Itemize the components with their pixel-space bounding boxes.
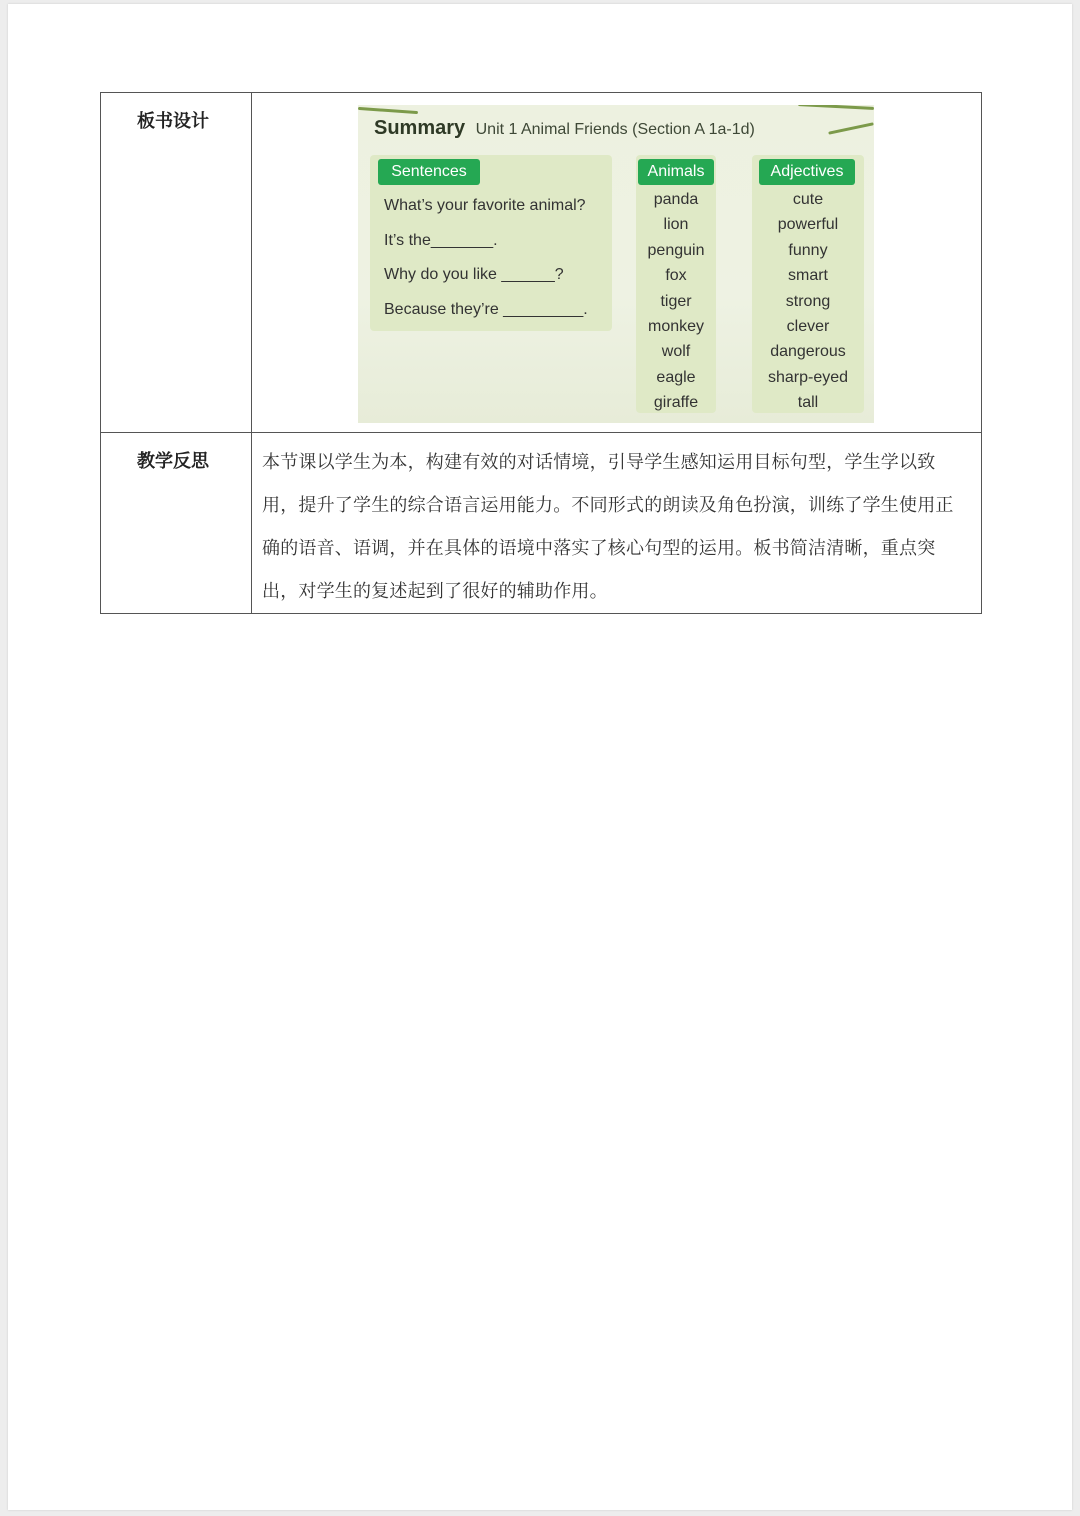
animal-word: fox (665, 267, 687, 285)
summary-board-image (358, 105, 874, 423)
board-title-sub: Unit 1 Animal Friends (Section A 1a-1d) (475, 121, 755, 138)
animal-word: wolf (661, 343, 691, 361)
adjectives-list (752, 187, 864, 416)
sentences-panel (370, 155, 612, 331)
animal-word: eagle (656, 368, 696, 386)
adjective-word: smart (788, 267, 828, 285)
animals-list (636, 187, 716, 416)
animal-word: penguin (647, 241, 705, 259)
leaf-decoration (798, 105, 874, 110)
leaf-decoration (358, 107, 418, 114)
board-design-row (101, 93, 982, 433)
teaching-reflection-text: 本节课以学生为本，构建有效的对话情境，引导学生感知运用目标句型，学生学以致用，提升了学生的综合语言运用能力。不同形式的朗读及角色扮演，训练了学生使用正确的语音、语调，并在具体的语境中落实了核心句型的运用。板书简洁清晰，重点突出，对学生的复述起到了很好的辅助作用。 (262, 452, 954, 602)
board-title (374, 117, 755, 140)
board-title-main: Summary (374, 117, 466, 139)
document-page (8, 4, 1072, 1510)
teaching-reflection-row (101, 433, 982, 614)
board-design-content-cell (252, 93, 982, 433)
teaching-reflection-content-cell (252, 433, 982, 614)
adjective-word: sharp-eyed (767, 368, 849, 386)
animal-word: tiger (660, 292, 692, 310)
sentences-tag: Sentences (378, 159, 480, 185)
adjective-word: clever (786, 317, 830, 335)
board-design-label-cell (101, 93, 252, 433)
adjective-word: powerful (777, 216, 839, 234)
animals-panel (636, 155, 716, 413)
lesson-plan-table (100, 92, 982, 614)
teaching-reflection-label-cell (101, 433, 252, 614)
sentence-line: Because they’re _________. (384, 301, 588, 318)
adjective-word: tall (797, 394, 819, 412)
adjectives-panel (752, 155, 864, 413)
adjective-word: strong (785, 292, 831, 310)
animal-word: lion (663, 216, 689, 234)
teaching-reflection-label: 教学反思 (137, 451, 209, 472)
animal-word: panda (653, 191, 699, 208)
board-design-label: 板书设计 (137, 111, 209, 132)
adjectives-tag: Adjectives (759, 159, 855, 185)
adjective-word: cute (792, 191, 824, 208)
animal-word: giraffe (653, 394, 699, 412)
adjective-word: dangerous (770, 343, 846, 361)
animal-word: monkey (647, 317, 705, 335)
sentence-line: It’s the_______. (384, 232, 498, 249)
leaf-decoration (828, 122, 874, 134)
animals-tag: Animals (638, 159, 714, 185)
sentence-line: What’s your favorite animal? (384, 197, 586, 214)
adjective-word: funny (788, 241, 828, 259)
sentence-line: Why do you like ______? (384, 266, 564, 283)
